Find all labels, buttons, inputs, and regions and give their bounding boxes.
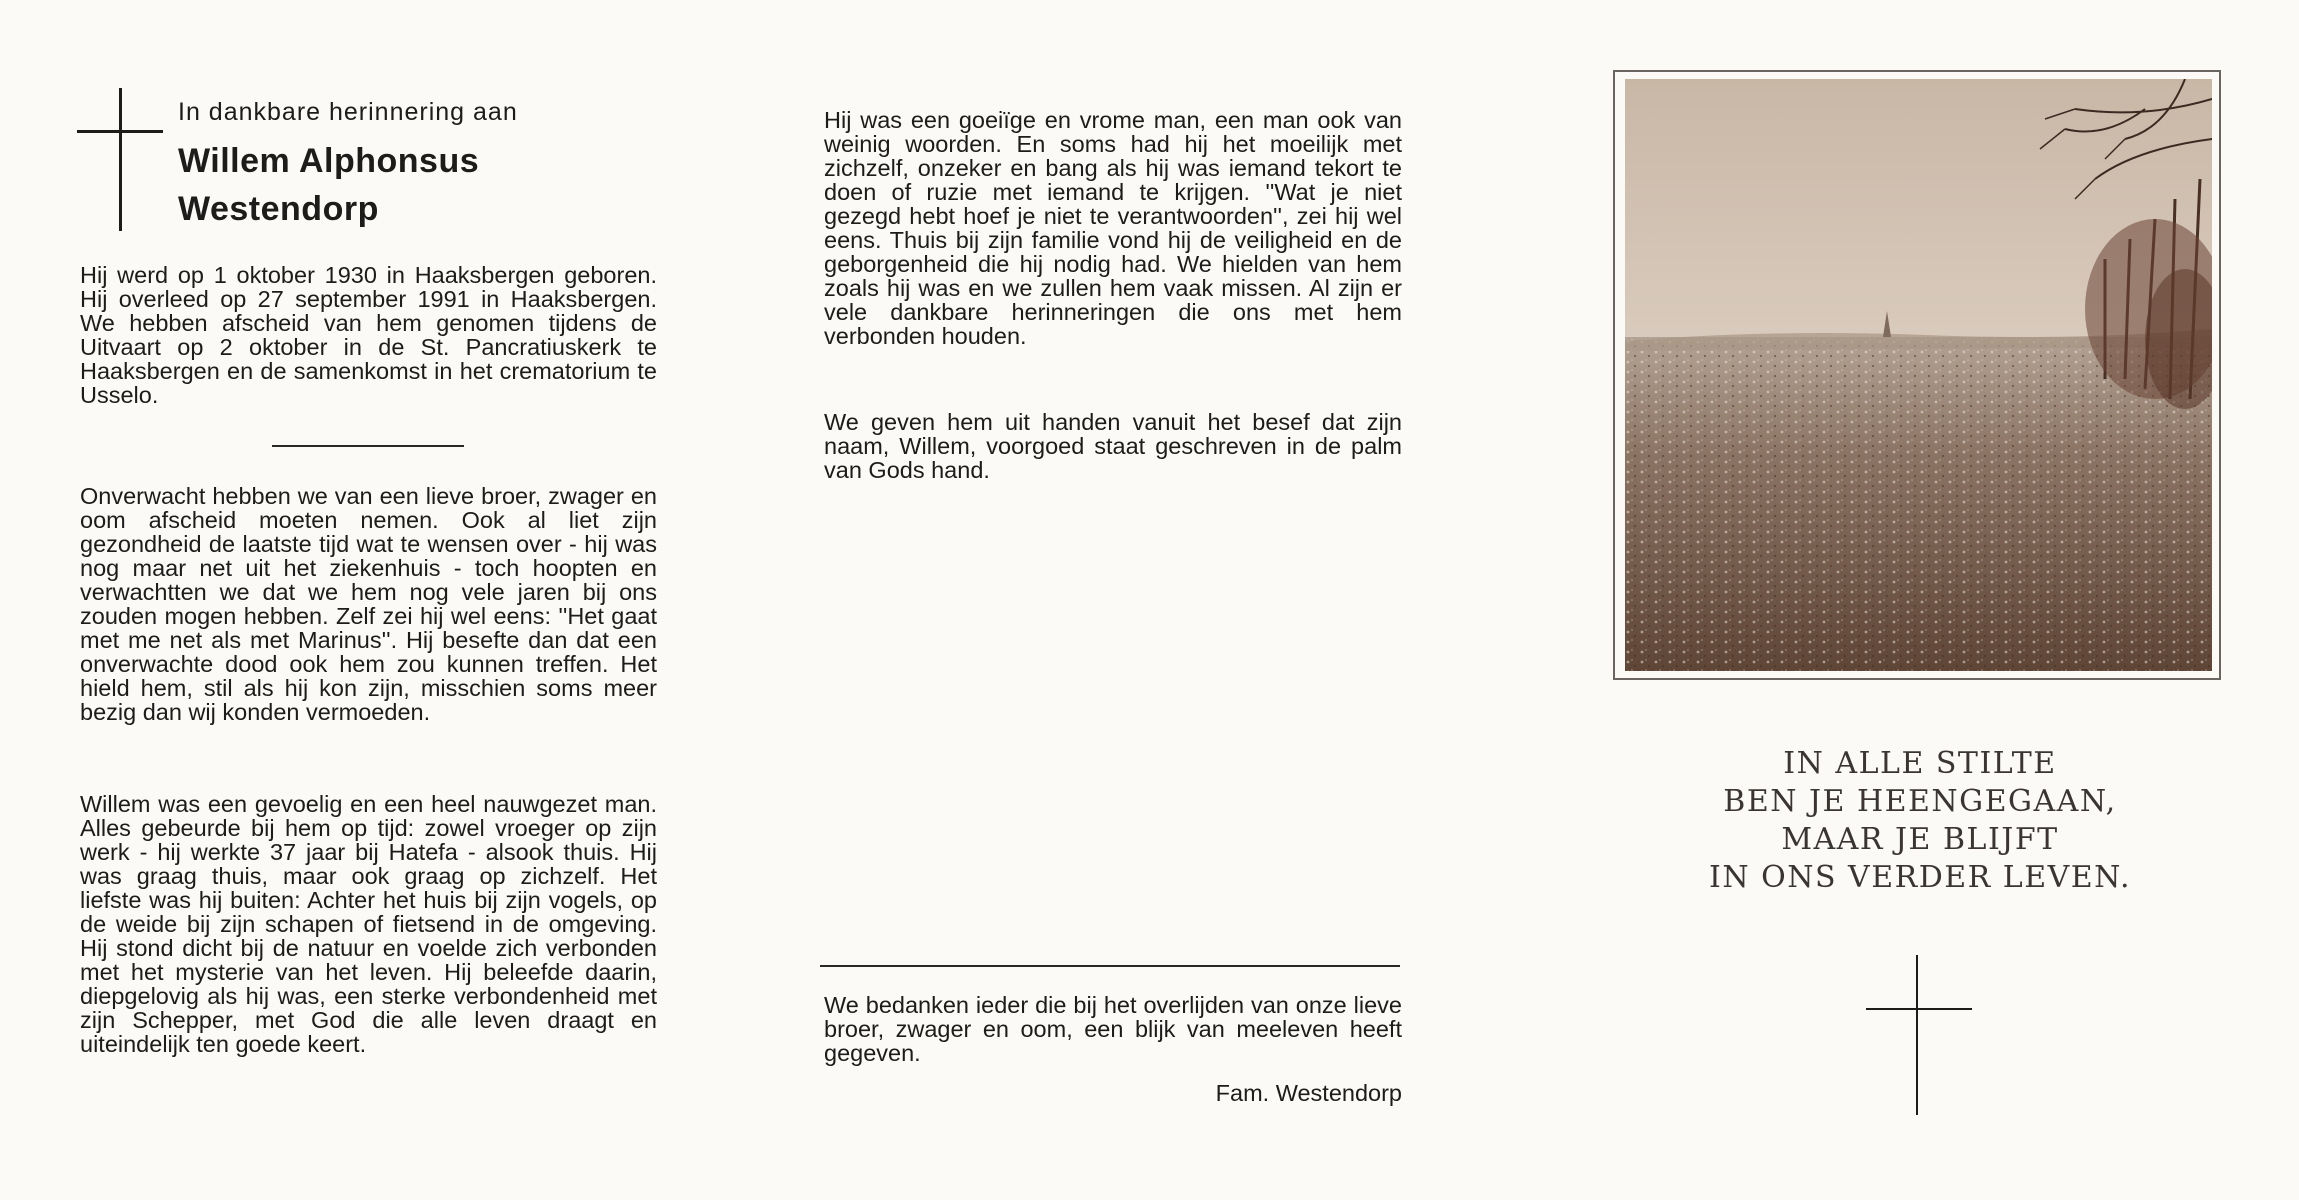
- signature-container: [824, 1080, 1402, 1110]
- middle-divider: [820, 965, 1400, 967]
- poem: [1700, 745, 2140, 897]
- signature: Fam. Westendorp: [1215, 1080, 1402, 1106]
- poem-line-1: IN ALLE STILTE: [1783, 746, 2057, 781]
- thanks-paragraph: We bedanken ieder die bij het overlijden van onze lieve broer, zwager en oom, een blijk van meeleven heeft gegeven.: [824, 992, 1402, 1066]
- deceased-name-line2: Westendorp: [178, 190, 379, 228]
- cross-icon-vertical-right: [1916, 955, 1918, 1115]
- poem-line-3: MAAR JE BLIJFT: [1781, 822, 2059, 857]
- left-divider: [272, 445, 464, 447]
- poem-line-4: IN ONS VERDER LEVEN.: [1708, 860, 2132, 895]
- cross-icon-vertical: [119, 88, 122, 231]
- cross-icon-horizontal-right: [1866, 1008, 1972, 1010]
- intro-text: In dankbare herinnering aan: [178, 98, 518, 126]
- middle-paragraph-1: Hij was een goeiïge en vrome man, een man ook van weinig woorden. En soms had hij het moeilijk met zichzelf, onzeker en bang als hij was iemand tekort te doen of ruzie met iemand te krijgen. ''Wat je niet gezegd hebt hoef je niet te verantwoorden'', zei hij wel eens. Thuis bij zijn familie vond hij de veiligheid en de geborgenheid die hij nodig had. We hielden van hem zoals hij was en we zullen hem vaak missen. Al zijn er vele dankbare herinneringen die ons met hem verbonden houden.: [824, 107, 1402, 349]
- landscape-photo: [1625, 79, 2212, 671]
- deceased-name-line1: Willem Alphonsus: [178, 142, 480, 180]
- cross-icon-horizontal: [77, 130, 163, 133]
- memorial-paragraph-2: Willem was een gevoelig en een heel nauwgezet man. Alles gebeurde bij hem op tijd: zowel vroeger op zijn werk - hij werkte 37 jaar bij Hatefa - alsook thuis. Hij was graag thuis, maar ook graag op zichzelf. Het liefste was hij buiten: Achter het huis bij zijn vogels, op de weide bij zijn schapen of fietsend in de omgeving. Hij stond dicht bij de natuur en voelde zich verbonden met het mysterie van het leven. Hij beleefde daarin, diepgelovig als hij was, een sterke verbondenheid met zijn Schepper, met God die alle leven draagt en uiteindelijk ten goede keert.: [80, 791, 657, 1057]
- memorial-paragraph-1: Onverwacht hebben we van een lieve broer, zwager en oom afscheid moeten nemen. Ook al liet zijn gezondheid de laatste tijd wat te wensen over - hij was nog maar net uit het ziekenhuis - toch hoopten en verwachtten we dat we hem nog vele jaren bij ons zouden mogen hebben. Zelf zei hij wel eens: ''Het gaat met me net als met Marinus''. Hij besefte dan dat een onverwachte dood ook hem zou kunnen treffen. Het hield hem, stil als hij kon zijn, misschien soms meer bezig dan wij konden vermoeden.: [80, 483, 657, 725]
- bio-paragraph: Hij werd op 1 oktober 1930 in Haaksbergen geboren. Hij overleed op 27 september 1991 in Haaksbergen. We hebben afscheid van hem genomen tijdens de Uitvaart op 2 oktober in de St. Pancratiuskerk te Haaksbergen en de samenkomst in het crematorium te Usselo.: [80, 262, 657, 408]
- poem-line-2: BEN JE HEENGEGAAN,: [1723, 784, 2117, 819]
- middle-paragraph-2: We geven hem uit handen vanuit het besef dat zijn naam, Willem, voorgoed staat geschreven in de palm van Gods hand.: [824, 409, 1402, 483]
